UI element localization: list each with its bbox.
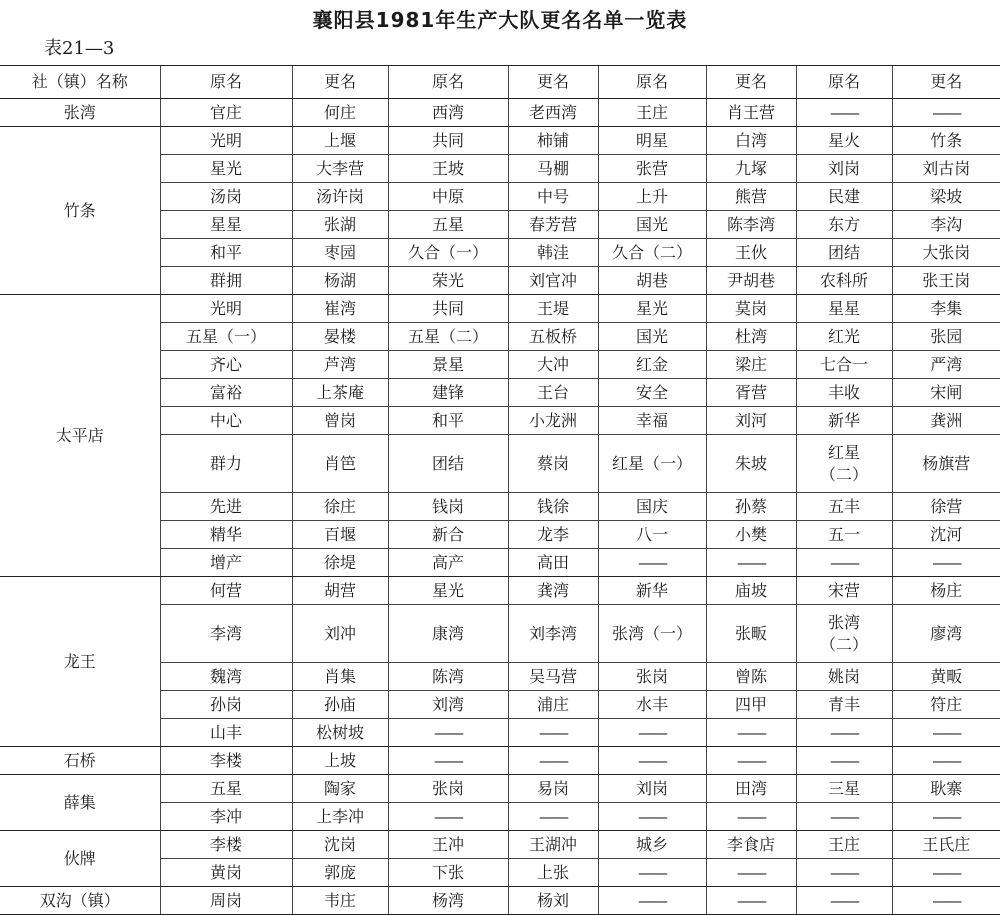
new-name-cell: —— bbox=[706, 803, 796, 831]
new-name-cell: 符庄 bbox=[892, 691, 1000, 719]
old-name-cell: 五星（二） bbox=[388, 323, 508, 351]
old-name-cell: 高产 bbox=[388, 549, 508, 577]
new-name-cell: 春芳营 bbox=[508, 211, 598, 239]
new-name-cell: 黄畈 bbox=[892, 663, 1000, 691]
new-name-cell: 五板桥 bbox=[508, 323, 598, 351]
new-name-cell: 刘冲 bbox=[292, 605, 388, 663]
old-name-cell: 王庄 bbox=[598, 99, 706, 127]
old-name-cell: 刘湾 bbox=[388, 691, 508, 719]
old-name-cell: 光明 bbox=[160, 127, 292, 155]
new-name-cell: 张湖 bbox=[292, 211, 388, 239]
new-name-cell: 王氏庄 bbox=[892, 831, 1000, 859]
new-name-cell: 蔡岗 bbox=[508, 435, 598, 493]
old-name-cell: 精华 bbox=[160, 521, 292, 549]
table-row bbox=[0, 295, 1000, 323]
old-name-cell: —— bbox=[796, 859, 892, 887]
new-name-cell: 刘古岗 bbox=[892, 155, 1000, 183]
old-name-cell: —— bbox=[598, 859, 706, 887]
old-name-cell: 魏湾 bbox=[160, 663, 292, 691]
old-name-cell: 下张 bbox=[388, 859, 508, 887]
new-name-cell: 曾陈 bbox=[706, 663, 796, 691]
rename-table bbox=[0, 65, 1000, 915]
commune-name: 龙王 bbox=[0, 577, 160, 747]
old-name-cell: 星星 bbox=[796, 295, 892, 323]
old-name-cell: 国光 bbox=[598, 323, 706, 351]
new-name-cell: 大冲 bbox=[508, 351, 598, 379]
new-name-cell: 李集 bbox=[892, 295, 1000, 323]
new-name-cell: 廖湾 bbox=[892, 605, 1000, 663]
new-name-cell: 白湾 bbox=[706, 127, 796, 155]
old-name-cell: —— bbox=[796, 887, 892, 915]
new-name-cell: —— bbox=[508, 719, 598, 747]
new-name-cell: 上坡 bbox=[292, 747, 388, 775]
new-name-cell: —— bbox=[508, 747, 598, 775]
old-name-cell: 红金 bbox=[598, 351, 706, 379]
new-name-cell: —— bbox=[706, 859, 796, 887]
new-name-cell: —— bbox=[706, 747, 796, 775]
commune-name: 薛集 bbox=[0, 775, 160, 831]
old-name-cell: 何营 bbox=[160, 577, 292, 605]
new-name-cell: 钱徐 bbox=[508, 493, 598, 521]
new-name-cell: 熊营 bbox=[706, 183, 796, 211]
old-name-cell: 共同 bbox=[388, 127, 508, 155]
new-name-cell: 宋闸 bbox=[892, 379, 1000, 407]
old-name-cell: 宋营 bbox=[796, 577, 892, 605]
new-name-cell: 中号 bbox=[508, 183, 598, 211]
old-name-cell: 三星 bbox=[796, 775, 892, 803]
new-name-cell: 徐营 bbox=[892, 493, 1000, 521]
old-name-cell: 八一 bbox=[598, 521, 706, 549]
old-name-cell: 李冲 bbox=[160, 803, 292, 831]
old-name-cell: —— bbox=[598, 747, 706, 775]
new-name-cell: —— bbox=[892, 859, 1000, 887]
old-name-cell: —— bbox=[796, 549, 892, 577]
table-row bbox=[0, 887, 1000, 915]
new-name-cell: 杜湾 bbox=[706, 323, 796, 351]
new-name-cell: 莫岗 bbox=[706, 295, 796, 323]
table-row bbox=[0, 99, 1000, 127]
old-name-cell: 中原 bbox=[388, 183, 508, 211]
new-name-cell: 尹胡巷 bbox=[706, 267, 796, 295]
new-name-cell: 王堤 bbox=[508, 295, 598, 323]
new-name-cell: 庙坡 bbox=[706, 577, 796, 605]
old-name-cell: 五星（一） bbox=[160, 323, 292, 351]
new-name-cell: 朱坡 bbox=[706, 435, 796, 493]
new-name-cell: 王台 bbox=[508, 379, 598, 407]
old-name-cell: 张湾（二） bbox=[796, 605, 892, 663]
new-name-cell: 崔湾 bbox=[292, 295, 388, 323]
new-name-cell: 枣园 bbox=[292, 239, 388, 267]
old-name-cell: 星光 bbox=[598, 295, 706, 323]
new-name-cell: 四甲 bbox=[706, 691, 796, 719]
old-name-cell: 官庄 bbox=[160, 99, 292, 127]
commune-name: 双沟（镇） bbox=[0, 887, 160, 915]
new-name-cell: 何庄 bbox=[292, 99, 388, 127]
new-name-cell: 胡营 bbox=[292, 577, 388, 605]
old-name-cell: 光明 bbox=[160, 295, 292, 323]
table-row bbox=[0, 747, 1000, 775]
new-name-cell: 耿寨 bbox=[892, 775, 1000, 803]
new-name-cell: 郭庞 bbox=[292, 859, 388, 887]
commune-name: 张湾 bbox=[0, 99, 160, 127]
old-name-cell: 久合（二） bbox=[598, 239, 706, 267]
old-name-cell: 红光 bbox=[796, 323, 892, 351]
old-name-cell: —— bbox=[796, 747, 892, 775]
old-name-cell: 王坡 bbox=[388, 155, 508, 183]
new-name-cell: —— bbox=[892, 747, 1000, 775]
new-name-cell: 严湾 bbox=[892, 351, 1000, 379]
old-name-cell: 红星（一） bbox=[598, 435, 706, 493]
new-name-cell: 田湾 bbox=[706, 775, 796, 803]
old-name-cell: 西湾 bbox=[388, 99, 508, 127]
new-name-cell: 杨刘 bbox=[508, 887, 598, 915]
old-name-cell: —— bbox=[388, 719, 508, 747]
old-name-cell: —— bbox=[598, 887, 706, 915]
old-name-cell: 星光 bbox=[388, 577, 508, 605]
old-name-cell: 王庄 bbox=[796, 831, 892, 859]
old-name-cell: —— bbox=[598, 719, 706, 747]
old-name-cell: —— bbox=[598, 803, 706, 831]
old-name-cell: 农科所 bbox=[796, 267, 892, 295]
old-name-cell: 七合一 bbox=[796, 351, 892, 379]
old-name-cell: —— bbox=[796, 99, 892, 127]
header-old-name: 原名 bbox=[598, 66, 706, 99]
new-name-cell: 刘官冲 bbox=[508, 267, 598, 295]
new-name-cell: 韩洼 bbox=[508, 239, 598, 267]
header-row bbox=[0, 66, 1000, 99]
old-name-cell: 胡巷 bbox=[598, 267, 706, 295]
old-name-cell: 富裕 bbox=[160, 379, 292, 407]
old-name-cell: 幸福 bbox=[598, 407, 706, 435]
new-name-cell: 杨旗营 bbox=[892, 435, 1000, 493]
old-name-cell: 荣光 bbox=[388, 267, 508, 295]
old-name-cell: —— bbox=[388, 803, 508, 831]
new-name-cell: 大李营 bbox=[292, 155, 388, 183]
old-name-cell: 黄岗 bbox=[160, 859, 292, 887]
new-name-cell: 杨湖 bbox=[292, 267, 388, 295]
table-row bbox=[0, 577, 1000, 605]
old-name-cell: 杨湾 bbox=[388, 887, 508, 915]
table-row bbox=[0, 831, 1000, 859]
old-name-cell: 先进 bbox=[160, 493, 292, 521]
old-name-cell: 新华 bbox=[598, 577, 706, 605]
old-name-cell: 增产 bbox=[160, 549, 292, 577]
old-name-cell: —— bbox=[796, 719, 892, 747]
old-name-cell: 王冲 bbox=[388, 831, 508, 859]
table-row bbox=[0, 775, 1000, 803]
old-name-cell: 明星 bbox=[598, 127, 706, 155]
old-name-cell: 建锋 bbox=[388, 379, 508, 407]
old-name-cell: 久合（一） bbox=[388, 239, 508, 267]
old-name-cell: 张湾（一） bbox=[598, 605, 706, 663]
old-name-cell: 五星 bbox=[160, 775, 292, 803]
old-name-cell: 星星 bbox=[160, 211, 292, 239]
new-name-cell: —— bbox=[892, 803, 1000, 831]
old-name-cell: 李楼 bbox=[160, 747, 292, 775]
new-name-cell: 上堰 bbox=[292, 127, 388, 155]
new-name-cell: —— bbox=[706, 887, 796, 915]
new-name-cell: 陶家 bbox=[292, 775, 388, 803]
old-name-cell: 周岗 bbox=[160, 887, 292, 915]
old-name-cell: 康湾 bbox=[388, 605, 508, 663]
old-name-cell: 张营 bbox=[598, 155, 706, 183]
new-name-cell: 肖笆 bbox=[292, 435, 388, 493]
page-title: 襄阳县1981年生产大队更名名单一览表 bbox=[312, 8, 688, 32]
old-name-cell: 城乡 bbox=[598, 831, 706, 859]
header-new-name: 更名 bbox=[508, 66, 598, 99]
old-name-cell: 群力 bbox=[160, 435, 292, 493]
new-name-cell: 小龙洲 bbox=[508, 407, 598, 435]
new-name-cell: 百堰 bbox=[292, 521, 388, 549]
new-name-cell: 马棚 bbox=[508, 155, 598, 183]
new-name-cell: 孙庙 bbox=[292, 691, 388, 719]
old-name-cell: 红星（二） bbox=[796, 435, 892, 493]
commune-name: 竹条 bbox=[0, 127, 160, 295]
new-name-cell: —— bbox=[508, 803, 598, 831]
new-name-cell: —— bbox=[892, 719, 1000, 747]
new-name-cell: —— bbox=[892, 549, 1000, 577]
old-name-cell: 刘岗 bbox=[598, 775, 706, 803]
old-name-cell: 东方 bbox=[796, 211, 892, 239]
old-name-cell: 张岗 bbox=[598, 663, 706, 691]
old-name-cell: 丰收 bbox=[796, 379, 892, 407]
new-name-cell: 孙蔡 bbox=[706, 493, 796, 521]
new-name-cell: 杨庄 bbox=[892, 577, 1000, 605]
new-name-cell: 九塚 bbox=[706, 155, 796, 183]
new-name-cell: —— bbox=[706, 549, 796, 577]
old-name-cell: 刘岗 bbox=[796, 155, 892, 183]
new-name-cell: 张畈 bbox=[706, 605, 796, 663]
new-name-cell: 汤许岗 bbox=[292, 183, 388, 211]
new-name-cell: 龚湾 bbox=[508, 577, 598, 605]
new-name-cell: 肖王营 bbox=[706, 99, 796, 127]
commune-name: 伙牌 bbox=[0, 831, 160, 887]
old-name-cell: 和平 bbox=[388, 407, 508, 435]
old-name-cell: 团结 bbox=[796, 239, 892, 267]
new-name-cell: 韦庄 bbox=[292, 887, 388, 915]
old-name-cell: 群拥 bbox=[160, 267, 292, 295]
new-name-cell: 竹条 bbox=[892, 127, 1000, 155]
new-name-cell: 肖集 bbox=[292, 663, 388, 691]
table-row bbox=[0, 127, 1000, 155]
new-name-cell: 芦湾 bbox=[292, 351, 388, 379]
new-name-cell: 大张岗 bbox=[892, 239, 1000, 267]
new-name-cell: —— bbox=[706, 719, 796, 747]
old-name-cell: —— bbox=[598, 549, 706, 577]
old-name-cell: 五星 bbox=[388, 211, 508, 239]
table-number: 表21—3 bbox=[44, 38, 115, 59]
header-new-name: 更名 bbox=[292, 66, 388, 99]
old-name-cell: 孙岗 bbox=[160, 691, 292, 719]
new-name-cell: 高田 bbox=[508, 549, 598, 577]
new-name-cell: 柿铺 bbox=[508, 127, 598, 155]
old-name-cell: 五丰 bbox=[796, 493, 892, 521]
new-name-cell: 晏楼 bbox=[292, 323, 388, 351]
new-name-cell: 李沟 bbox=[892, 211, 1000, 239]
new-name-cell: 吴马营 bbox=[508, 663, 598, 691]
commune-name: 太平店 bbox=[0, 295, 160, 577]
new-name-cell: 徐堤 bbox=[292, 549, 388, 577]
header-old-name: 原名 bbox=[388, 66, 508, 99]
new-name-cell: 王湖冲 bbox=[508, 831, 598, 859]
new-name-cell: 沈河 bbox=[892, 521, 1000, 549]
new-name-cell: —— bbox=[892, 99, 1000, 127]
new-name-cell: —— bbox=[892, 887, 1000, 915]
new-name-cell: 胥营 bbox=[706, 379, 796, 407]
old-name-cell: 新华 bbox=[796, 407, 892, 435]
old-name-cell: 星光 bbox=[160, 155, 292, 183]
header-new-name: 更名 bbox=[706, 66, 796, 99]
new-name-cell: 曾岗 bbox=[292, 407, 388, 435]
header-commune: 社（镇）名称 bbox=[0, 66, 160, 99]
new-name-cell: 上张 bbox=[508, 859, 598, 887]
new-name-cell: 张园 bbox=[892, 323, 1000, 351]
old-name-cell: 团结 bbox=[388, 435, 508, 493]
new-name-cell: 刘河 bbox=[706, 407, 796, 435]
new-name-cell: 王伙 bbox=[706, 239, 796, 267]
old-name-cell: 国光 bbox=[598, 211, 706, 239]
old-name-cell: —— bbox=[388, 747, 508, 775]
new-name-cell: 梁坡 bbox=[892, 183, 1000, 211]
old-name-cell: 钱岗 bbox=[388, 493, 508, 521]
header-new-name: 更名 bbox=[892, 66, 1000, 99]
old-name-cell: —— bbox=[796, 803, 892, 831]
old-name-cell: 李湾 bbox=[160, 605, 292, 663]
new-name-cell: 浦庄 bbox=[508, 691, 598, 719]
old-name-cell: 上升 bbox=[598, 183, 706, 211]
new-name-cell: 易岗 bbox=[508, 775, 598, 803]
old-name-cell: 山丰 bbox=[160, 719, 292, 747]
new-name-cell: 张王岗 bbox=[892, 267, 1000, 295]
new-name-cell: 李食店 bbox=[706, 831, 796, 859]
new-name-cell: 沈岗 bbox=[292, 831, 388, 859]
old-name-cell: 和平 bbox=[160, 239, 292, 267]
old-name-cell: 国庆 bbox=[598, 493, 706, 521]
old-name-cell: 姚岗 bbox=[796, 663, 892, 691]
old-name-cell: 安全 bbox=[598, 379, 706, 407]
old-name-cell: 青丰 bbox=[796, 691, 892, 719]
old-name-cell: 李楼 bbox=[160, 831, 292, 859]
header-old-name: 原名 bbox=[796, 66, 892, 99]
new-name-cell: 上茶庵 bbox=[292, 379, 388, 407]
header-old-name: 原名 bbox=[160, 66, 292, 99]
new-name-cell: 松树坡 bbox=[292, 719, 388, 747]
new-name-cell: 上李冲 bbox=[292, 803, 388, 831]
new-name-cell: 刘李湾 bbox=[508, 605, 598, 663]
old-name-cell: 水丰 bbox=[598, 691, 706, 719]
new-name-cell: 龚洲 bbox=[892, 407, 1000, 435]
new-name-cell: 陈李湾 bbox=[706, 211, 796, 239]
old-name-cell: 齐心 bbox=[160, 351, 292, 379]
new-name-cell: 龙李 bbox=[508, 521, 598, 549]
old-name-cell: 景星 bbox=[388, 351, 508, 379]
old-name-cell: 星火 bbox=[796, 127, 892, 155]
old-name-cell: 新合 bbox=[388, 521, 508, 549]
old-name-cell: 张岗 bbox=[388, 775, 508, 803]
old-name-cell: 五一 bbox=[796, 521, 892, 549]
old-name-cell: 中心 bbox=[160, 407, 292, 435]
old-name-cell: 民建 bbox=[796, 183, 892, 211]
new-name-cell: 梁庄 bbox=[706, 351, 796, 379]
new-name-cell: 老西湾 bbox=[508, 99, 598, 127]
commune-name: 石桥 bbox=[0, 747, 160, 775]
new-name-cell: 徐庄 bbox=[292, 493, 388, 521]
old-name-cell: 共同 bbox=[388, 295, 508, 323]
new-name-cell: 小樊 bbox=[706, 521, 796, 549]
old-name-cell: 汤岗 bbox=[160, 183, 292, 211]
old-name-cell: 陈湾 bbox=[388, 663, 508, 691]
